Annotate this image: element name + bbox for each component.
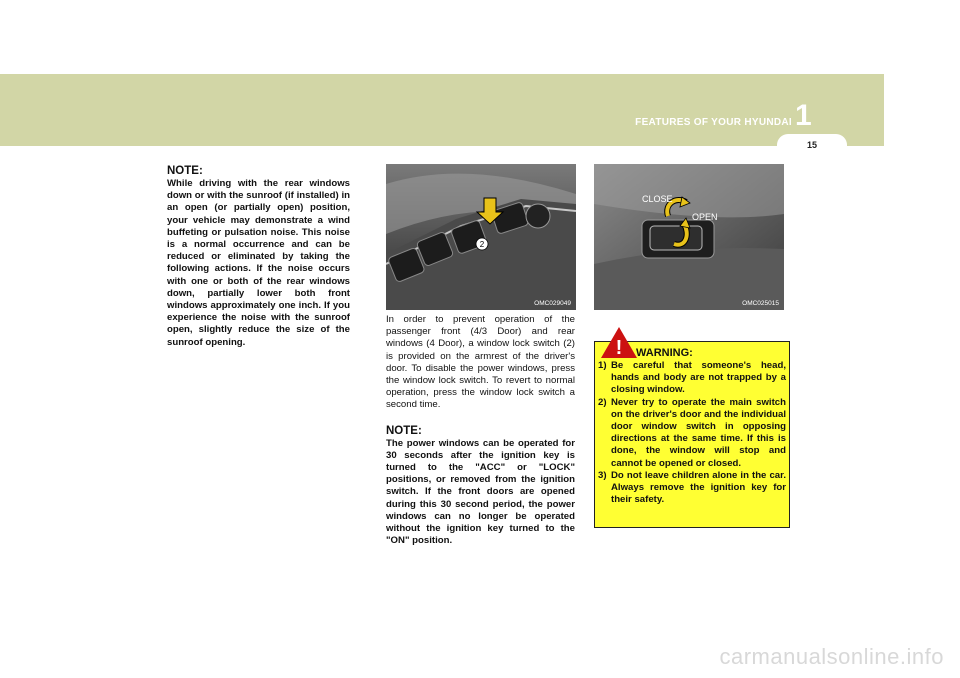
- open-label: OPEN: [692, 212, 718, 222]
- chapter-number: 1: [795, 99, 812, 132]
- warning-triangle-icon: [600, 326, 638, 359]
- middle-note-heading: NOTE:: [386, 424, 422, 437]
- middle-note-body: The power windows can be operated for 30 seconds after the ignition key is turned to the "ACC" or "LOCK" positions, or removed from the ignition switch. If the front doors are opened during this 30 second period, the power windows can no longer be operated without the ignition key turned to the "ON" position.: [386, 437, 575, 547]
- close-label: CLOSE: [642, 194, 673, 204]
- warning-list: [598, 360, 786, 506]
- middle-column: [386, 314, 575, 547]
- window-switch-photo: [594, 164, 784, 310]
- warning-item: 3) Do not leave children alone in the car. Always remove the ignition key for their safety.: [598, 469, 786, 506]
- window-switch-illustration: [594, 164, 784, 310]
- warning-title: WARNING:: [636, 347, 693, 359]
- left-note-body: While driving with the rear windows down or with the sunroof (if installed) in an open (or partially open) position, your vehicle may demonstrate a wind buffeting or pulsation noise. This noise is a normal occurrence and can be reduced or eliminated by taking the following actions. If the noise occurs with one or both of the rear windows down, partially lower both front windows approximately one inch. If you experience the noise with the sunroof open, slightly reduce the size of the sunroof opening.: [167, 178, 350, 348]
- lock-switch-illustration: [386, 164, 576, 310]
- warning-exclamation: !: [615, 337, 623, 359]
- warning-item: 2) Never try to operate the main switch on the driver's door and the individual door window switch in opposing directions at the same time. If this is done, the window will stop and cannot be opened or closed.: [598, 396, 786, 469]
- page-number: 15: [806, 140, 817, 150]
- left-note-heading: NOTE:: [167, 165, 203, 177]
- watermark: carmanualsonline.info: [719, 644, 944, 669]
- window-switch-photo-code: OMC025015: [742, 300, 779, 307]
- section-title: FEATURES OF YOUR HYUNDAI: [635, 117, 792, 128]
- warning-item: 1) Be careful that someone's head, hands and body are not trapped by a closing window.: [598, 360, 786, 396]
- callout-2: 2: [479, 240, 485, 249]
- header-band: [0, 74, 884, 146]
- lock-switch-photo-code: OMC029049: [534, 300, 571, 307]
- lock-switch-photo: [386, 164, 576, 310]
- lock-switch-paragraph: In order to prevent operation of the passenger front (4/3 Door) and rear windows (4 Door), a window lock switch (2) is provided on the armrest of the driver's door. To disable the power windows, press the window lock switch. To revert to normal operation, press the window lock switch a second time.: [386, 314, 575, 411]
- left-note: [167, 164, 350, 349]
